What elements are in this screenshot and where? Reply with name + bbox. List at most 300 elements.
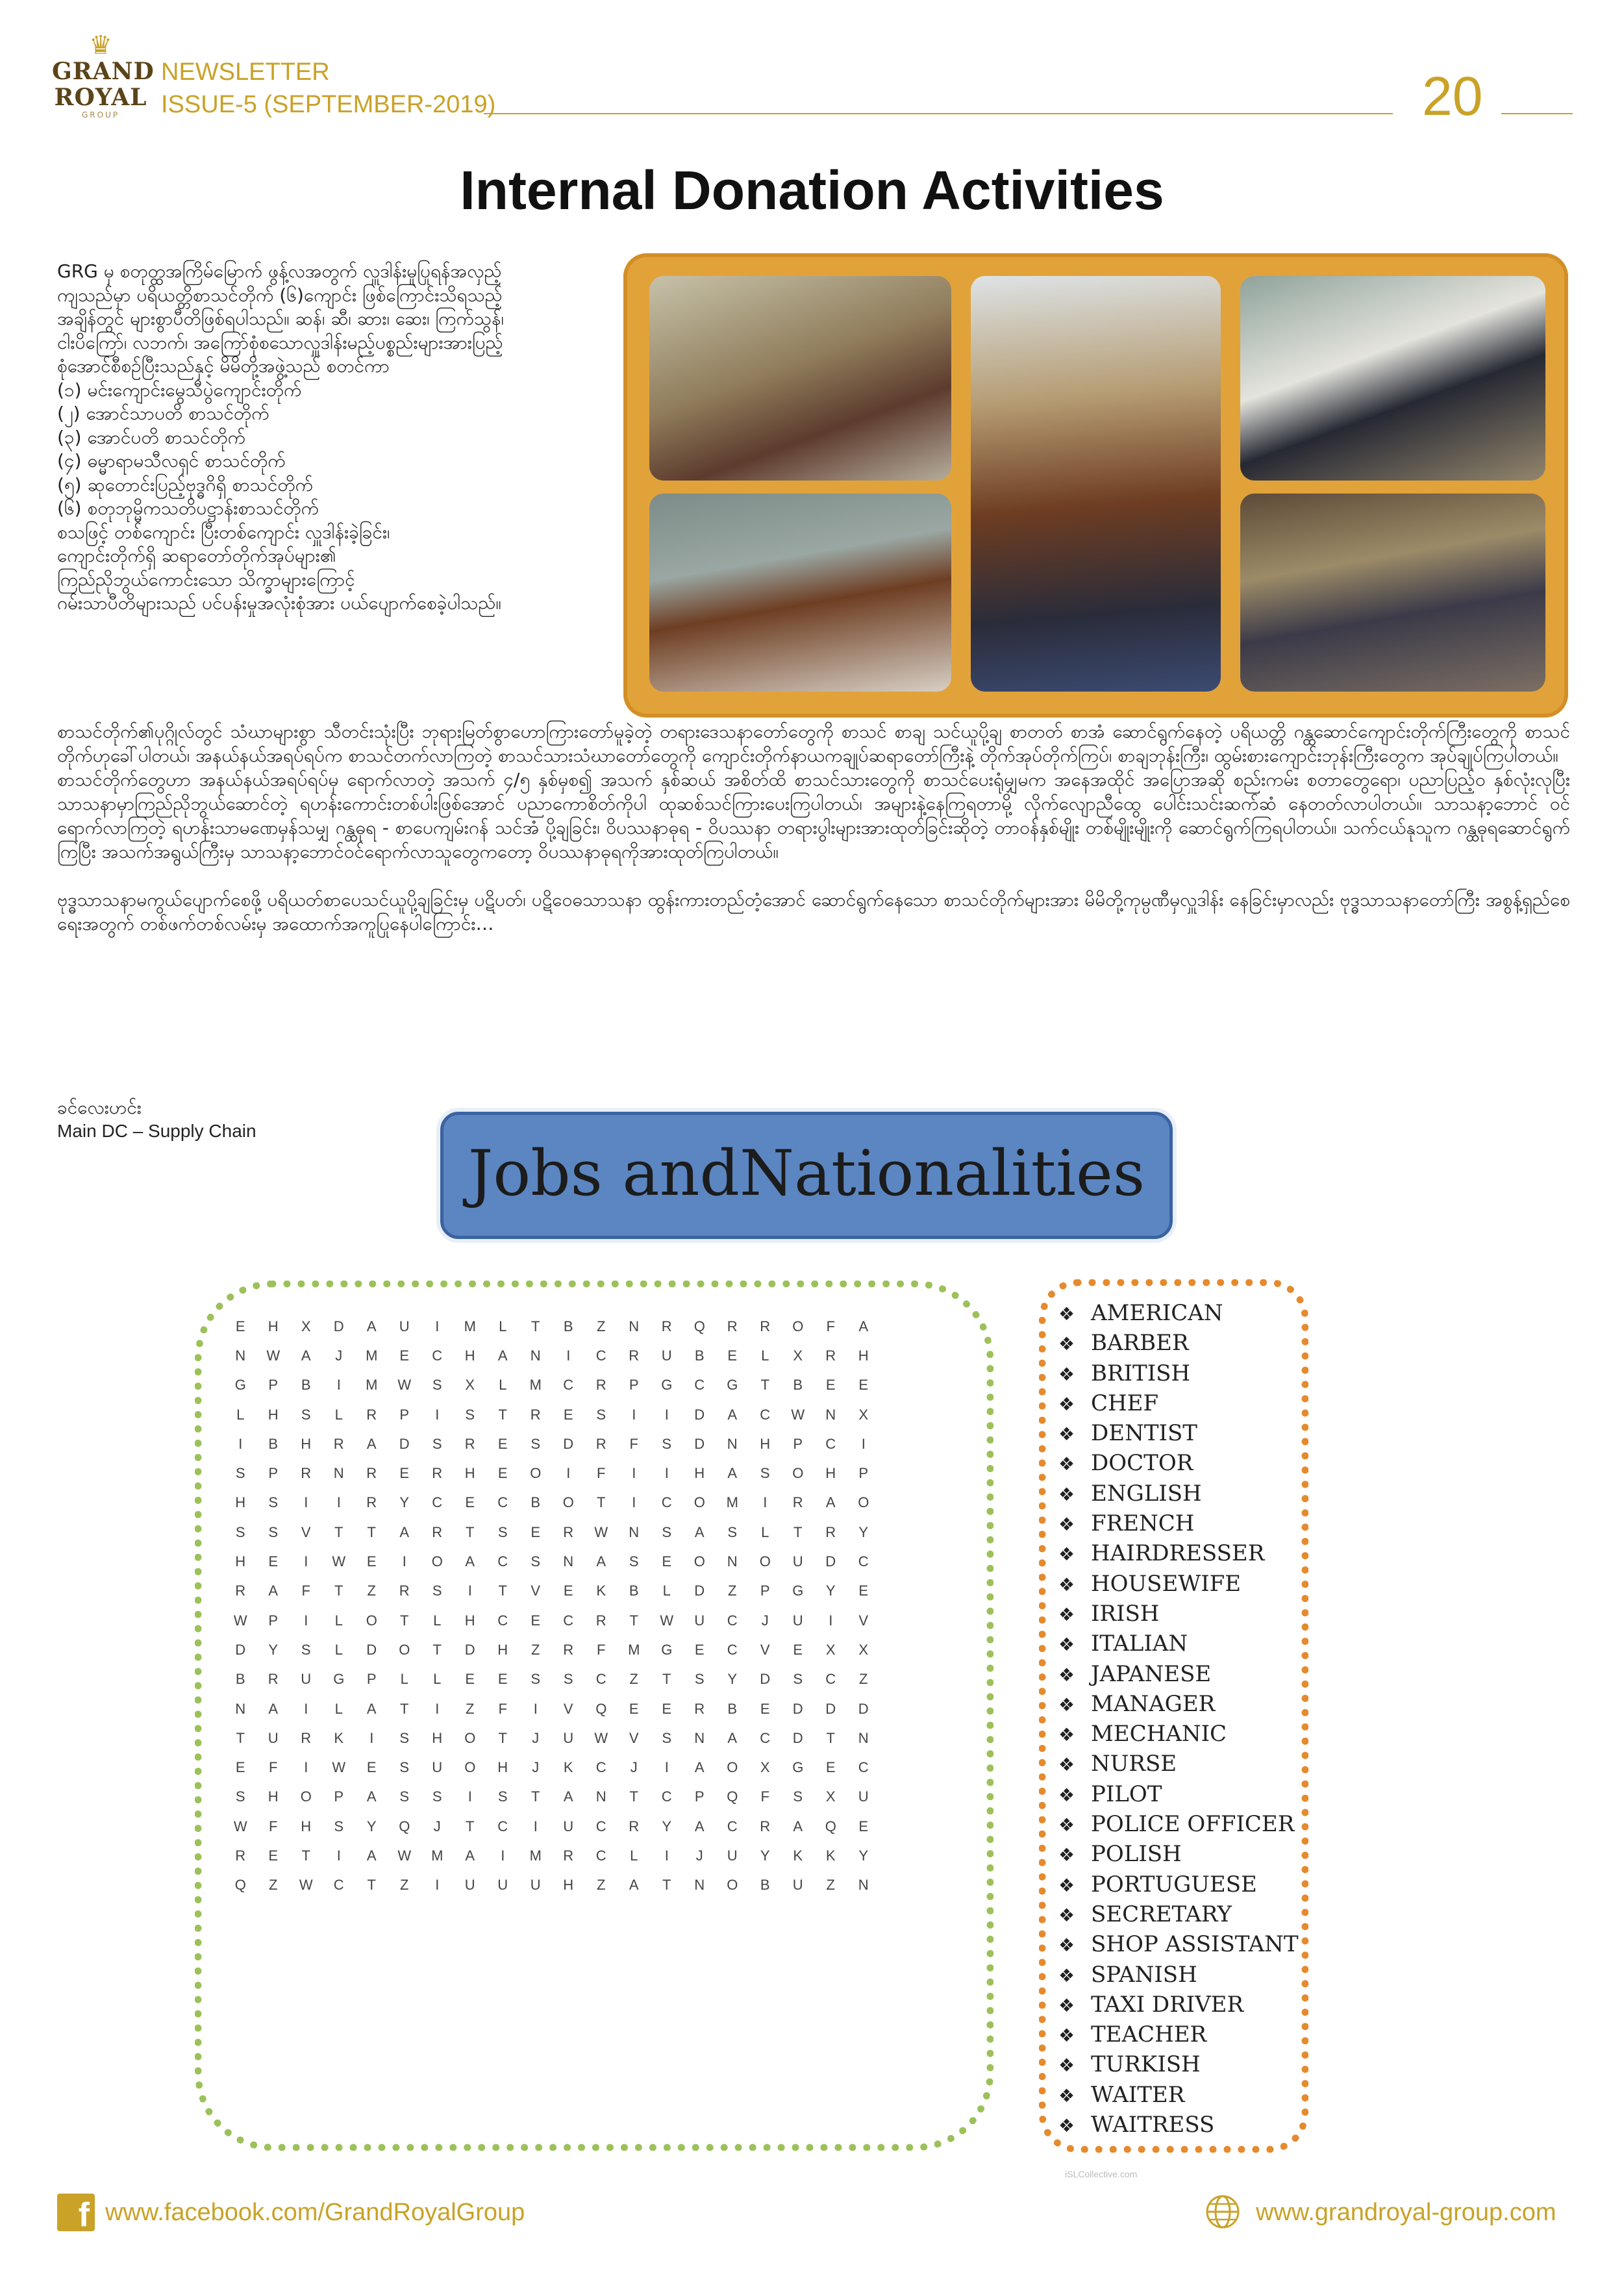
grid-letter[interactable]: Z bbox=[597, 1877, 606, 1894]
grid-letter[interactable]: N bbox=[333, 1465, 344, 1482]
grid-letter[interactable]: P bbox=[268, 1377, 279, 1394]
grid-letter[interactable]: S bbox=[235, 1788, 245, 1805]
grid-letter[interactable]: L bbox=[334, 1700, 343, 1717]
grid-letter[interactable]: E bbox=[366, 1553, 377, 1570]
grid-letter[interactable]: C bbox=[760, 1729, 771, 1746]
grid-letter[interactable]: H bbox=[694, 1465, 705, 1482]
grid-letter[interactable]: S bbox=[432, 1377, 442, 1394]
grid-letter[interactable]: D bbox=[825, 1700, 836, 1717]
grid-letter[interactable]: T bbox=[760, 1377, 769, 1394]
grid-letter[interactable]: B bbox=[760, 1877, 770, 1894]
grid-letter[interactable]: O bbox=[693, 1494, 705, 1511]
grid-letter[interactable]: I bbox=[369, 1729, 374, 1746]
grid-letter[interactable]: J bbox=[532, 1759, 540, 1776]
grid-letter[interactable]: X bbox=[760, 1759, 770, 1776]
grid-letter[interactable]: X bbox=[858, 1641, 869, 1658]
grid-letter[interactable]: E bbox=[465, 1494, 475, 1511]
grid-letter[interactable]: I bbox=[435, 1406, 440, 1423]
grid-letter[interactable]: S bbox=[432, 1583, 442, 1599]
grid-letter[interactable]: S bbox=[727, 1523, 738, 1540]
grid-letter[interactable]: A bbox=[268, 1583, 279, 1599]
grid-letter[interactable]: U bbox=[399, 1318, 410, 1334]
grid-letter[interactable]: E bbox=[268, 1847, 279, 1864]
grid-letter[interactable]: K bbox=[596, 1583, 606, 1599]
grid-letter[interactable]: S bbox=[301, 1641, 311, 1658]
grid-letter[interactable]: E bbox=[858, 1583, 869, 1599]
grid-letter[interactable]: U bbox=[563, 1818, 574, 1834]
grid-letter[interactable]: S bbox=[301, 1406, 311, 1423]
grid-letter[interactable]: V bbox=[760, 1641, 770, 1658]
grid-letter[interactable]: J bbox=[695, 1847, 703, 1864]
grid-letter[interactable]: Q bbox=[234, 1877, 246, 1894]
grid-letter[interactable]: L bbox=[334, 1641, 343, 1658]
grid-letter[interactable]: V bbox=[629, 1729, 639, 1746]
grid-letter[interactable]: P bbox=[858, 1465, 869, 1482]
grid-letter[interactable]: O bbox=[431, 1553, 443, 1570]
grid-letter[interactable]: A bbox=[727, 1406, 738, 1423]
grid-letter[interactable]: H bbox=[563, 1877, 574, 1894]
grid-letter[interactable]: F bbox=[301, 1583, 310, 1599]
grid-letter[interactable]: R bbox=[432, 1465, 443, 1482]
grid-letter[interactable]: E bbox=[825, 1759, 836, 1776]
grid-letter[interactable]: E bbox=[235, 1318, 245, 1334]
grid-letter[interactable]: E bbox=[235, 1759, 245, 1776]
grid-letter[interactable]: A bbox=[694, 1523, 705, 1540]
grid-letter[interactable]: Z bbox=[367, 1583, 376, 1599]
grid-letter[interactable]: D bbox=[694, 1583, 705, 1599]
grid-letter[interactable]: P bbox=[268, 1612, 279, 1629]
website-link[interactable]: www.grandroyal-group.com bbox=[1256, 2199, 1556, 2226]
grid-letter[interactable]: D bbox=[760, 1671, 771, 1688]
grid-letter[interactable]: R bbox=[399, 1583, 410, 1599]
grid-letter[interactable]: L bbox=[433, 1671, 442, 1688]
grid-letter[interactable]: S bbox=[399, 1729, 410, 1746]
grid-letter[interactable]: Z bbox=[859, 1671, 868, 1688]
grid-letter[interactable]: S bbox=[235, 1523, 245, 1540]
grid-letter[interactable]: O bbox=[464, 1759, 476, 1776]
grid-letter[interactable]: L bbox=[761, 1523, 769, 1540]
grid-letter[interactable]: E bbox=[366, 1759, 377, 1776]
grid-letter[interactable]: T bbox=[498, 1729, 507, 1746]
grid-letter[interactable]: H bbox=[268, 1318, 279, 1334]
grid-letter[interactable]: H bbox=[760, 1435, 771, 1452]
grid-letter[interactable]: R bbox=[235, 1847, 246, 1864]
grid-letter[interactable]: I bbox=[632, 1406, 636, 1423]
grid-letter[interactable]: L bbox=[499, 1318, 507, 1334]
grid-letter[interactable]: O bbox=[366, 1612, 377, 1629]
grid-letter[interactable]: D bbox=[563, 1435, 574, 1452]
grid-letter[interactable]: A bbox=[366, 1435, 377, 1452]
grid-letter[interactable]: R bbox=[530, 1406, 541, 1423]
grid-letter[interactable]: O bbox=[792, 1465, 804, 1482]
grid-letter[interactable]: J bbox=[335, 1347, 343, 1364]
grid-letter[interactable]: L bbox=[499, 1377, 507, 1394]
grid-letter[interactable]: W bbox=[332, 1759, 346, 1776]
grid-letter[interactable]: R bbox=[694, 1700, 705, 1717]
grid-letter[interactable]: O bbox=[858, 1494, 869, 1511]
grid-letter[interactable]: K bbox=[825, 1847, 836, 1864]
grid-letter[interactable]: F bbox=[269, 1818, 278, 1834]
grid-letter[interactable]: K bbox=[793, 1847, 803, 1864]
grid-letter[interactable]: R bbox=[629, 1347, 640, 1364]
grid-letter[interactable]: V bbox=[858, 1612, 869, 1629]
grid-letter[interactable]: P bbox=[793, 1435, 803, 1452]
grid-letter[interactable]: R bbox=[825, 1347, 836, 1364]
grid-letter[interactable]: T bbox=[432, 1641, 442, 1658]
grid-letter[interactable]: C bbox=[760, 1406, 771, 1423]
grid-letter[interactable]: R bbox=[792, 1494, 803, 1511]
grid-letter[interactable]: R bbox=[301, 1465, 312, 1482]
grid-letter[interactable]: T bbox=[662, 1671, 671, 1688]
grid-letter[interactable]: E bbox=[399, 1347, 410, 1364]
grid-letter[interactable]: A bbox=[727, 1729, 738, 1746]
grid-letter[interactable]: Y bbox=[858, 1523, 869, 1540]
grid-letter[interactable]: I bbox=[468, 1583, 472, 1599]
grid-letter[interactable]: F bbox=[826, 1318, 835, 1334]
grid-letter[interactable]: T bbox=[301, 1847, 310, 1864]
grid-letter[interactable]: L bbox=[630, 1847, 638, 1864]
grid-letter[interactable]: L bbox=[662, 1583, 671, 1599]
grid-letter[interactable]: G bbox=[234, 1377, 246, 1394]
grid-letter[interactable]: H bbox=[268, 1788, 279, 1805]
grid-letter[interactable]: L bbox=[761, 1347, 769, 1364]
grid-letter[interactable]: T bbox=[498, 1583, 507, 1599]
grid-letter[interactable]: W bbox=[397, 1377, 412, 1394]
grid-letter[interactable]: I bbox=[664, 1847, 669, 1864]
grid-letter[interactable]: M bbox=[628, 1641, 640, 1658]
grid-letter[interactable]: C bbox=[563, 1377, 574, 1394]
grid-letter[interactable]: I bbox=[632, 1465, 636, 1482]
grid-letter[interactable]: X bbox=[858, 1406, 869, 1423]
grid-letter[interactable]: Z bbox=[629, 1671, 638, 1688]
grid-letter[interactable]: D bbox=[464, 1641, 475, 1658]
grid-letter[interactable]: D bbox=[858, 1700, 869, 1717]
grid-letter[interactable]: U bbox=[497, 1877, 508, 1894]
grid-letter[interactable]: P bbox=[629, 1377, 639, 1394]
grid-letter[interactable]: A bbox=[366, 1788, 377, 1805]
grid-letter[interactable]: T bbox=[400, 1612, 409, 1629]
grid-letter[interactable]: K bbox=[334, 1729, 344, 1746]
grid-letter[interactable]: M bbox=[431, 1847, 443, 1864]
grid-letter[interactable]: Z bbox=[531, 1641, 540, 1658]
grid-letter[interactable]: Z bbox=[269, 1877, 278, 1894]
grid-letter[interactable]: R bbox=[432, 1523, 443, 1540]
grid-letter[interactable]: P bbox=[268, 1465, 279, 1482]
grid-letter[interactable]: C bbox=[595, 1671, 606, 1688]
grid-letter[interactable]: S bbox=[531, 1435, 541, 1452]
grid-letter[interactable]: B bbox=[531, 1494, 541, 1511]
grid-letter[interactable]: U bbox=[792, 1553, 803, 1570]
grid-letter[interactable]: U bbox=[792, 1612, 803, 1629]
grid-letter[interactable]: R bbox=[235, 1583, 246, 1599]
grid-letter[interactable]: O bbox=[562, 1494, 574, 1511]
grid-letter[interactable]: A bbox=[694, 1759, 705, 1776]
grid-letter[interactable]: N bbox=[595, 1788, 606, 1805]
grid-letter[interactable]: C bbox=[727, 1612, 738, 1629]
grid-letter[interactable]: T bbox=[531, 1318, 540, 1334]
grid-letter[interactable]: E bbox=[662, 1553, 672, 1570]
grid-letter[interactable]: T bbox=[367, 1877, 376, 1894]
grid-letter[interactable]: T bbox=[793, 1523, 803, 1540]
grid-letter[interactable]: T bbox=[629, 1788, 638, 1805]
grid-letter[interactable]: C bbox=[858, 1553, 869, 1570]
grid-letter[interactable]: A bbox=[366, 1847, 377, 1864]
grid-letter[interactable]: H bbox=[464, 1612, 475, 1629]
grid-letter[interactable]: C bbox=[497, 1818, 508, 1834]
grid-letter[interactable]: N bbox=[694, 1877, 705, 1894]
grid-letter[interactable]: W bbox=[233, 1612, 247, 1629]
grid-letter[interactable]: F bbox=[597, 1641, 606, 1658]
grid-letter[interactable]: U bbox=[694, 1612, 705, 1629]
grid-letter[interactable]: D bbox=[333, 1318, 344, 1334]
grid-letter[interactable]: A bbox=[727, 1465, 738, 1482]
grid-letter[interactable]: I bbox=[336, 1377, 341, 1394]
grid-letter[interactable]: L bbox=[334, 1612, 343, 1629]
grid-letter[interactable]: J bbox=[630, 1759, 638, 1776]
grid-letter[interactable]: R bbox=[563, 1641, 574, 1658]
grid-letter[interactable]: S bbox=[563, 1671, 573, 1688]
grid-letter[interactable]: F bbox=[597, 1465, 606, 1482]
grid-letter[interactable]: B bbox=[268, 1435, 279, 1452]
grid-letter[interactable]: O bbox=[530, 1465, 542, 1482]
grid-letter[interactable]: H bbox=[464, 1465, 475, 1482]
grid-letter[interactable]: C bbox=[825, 1671, 836, 1688]
grid-letter[interactable]: N bbox=[694, 1729, 705, 1746]
grid-letter[interactable]: A bbox=[629, 1877, 639, 1894]
grid-letter[interactable]: X bbox=[301, 1318, 311, 1334]
grid-letter[interactable]: A bbox=[366, 1700, 377, 1717]
grid-letter[interactable]: B bbox=[793, 1377, 803, 1394]
grid-letter[interactable]: S bbox=[662, 1729, 672, 1746]
grid-letter[interactable]: P bbox=[366, 1671, 377, 1688]
grid-letter[interactable]: S bbox=[268, 1523, 279, 1540]
grid-letter[interactable]: I bbox=[468, 1788, 472, 1805]
grid-letter[interactable]: C bbox=[333, 1877, 344, 1894]
grid-letter[interactable]: O bbox=[792, 1318, 804, 1334]
grid-letter[interactable]: Z bbox=[400, 1877, 409, 1894]
grid-letter[interactable]: S bbox=[662, 1523, 672, 1540]
grid-letter[interactable]: Z bbox=[826, 1877, 835, 1894]
grid-letter[interactable]: H bbox=[497, 1759, 508, 1776]
grid-letter[interactable]: T bbox=[466, 1818, 475, 1834]
grid-letter[interactable]: I bbox=[336, 1494, 341, 1511]
grid-letter[interactable]: N bbox=[858, 1877, 869, 1894]
grid-letter[interactable]: N bbox=[563, 1553, 574, 1570]
grid-letter[interactable]: C bbox=[727, 1818, 738, 1834]
grid-letter[interactable]: I bbox=[763, 1494, 768, 1511]
grid-letter[interactable]: D bbox=[825, 1553, 836, 1570]
grid-letter[interactable]: X bbox=[465, 1377, 475, 1394]
grid-letter[interactable]: S bbox=[432, 1435, 442, 1452]
grid-letter[interactable]: E bbox=[268, 1553, 279, 1570]
grid-letter[interactable]: E bbox=[662, 1700, 672, 1717]
grid-letter[interactable]: B bbox=[301, 1377, 311, 1394]
grid-letter[interactable]: I bbox=[435, 1877, 440, 1894]
grid-letter[interactable]: R bbox=[333, 1435, 344, 1452]
grid-letter[interactable]: Y bbox=[760, 1847, 770, 1864]
grid-letter[interactable]: A bbox=[858, 1318, 869, 1334]
grid-letter[interactable]: E bbox=[793, 1641, 803, 1658]
grid-letter[interactable]: I bbox=[566, 1465, 571, 1482]
grid-letter[interactable]: Y bbox=[399, 1494, 410, 1511]
grid-letter[interactable]: Z bbox=[597, 1318, 606, 1334]
grid-letter[interactable]: T bbox=[826, 1729, 835, 1746]
grid-letter[interactable]: S bbox=[793, 1671, 803, 1688]
grid-letter[interactable]: H bbox=[301, 1818, 312, 1834]
grid-letter[interactable]: B bbox=[563, 1318, 573, 1334]
grid-letter[interactable]: B bbox=[727, 1700, 738, 1717]
grid-letter[interactable]: S bbox=[497, 1788, 508, 1805]
grid-letter[interactable]: A bbox=[268, 1700, 279, 1717]
grid-letter[interactable]: M bbox=[529, 1377, 542, 1394]
grid-letter[interactable]: T bbox=[662, 1877, 671, 1894]
grid-letter[interactable]: R bbox=[727, 1318, 738, 1334]
grid-letter[interactable]: W bbox=[233, 1818, 247, 1834]
grid-letter[interactable]: E bbox=[399, 1465, 410, 1482]
grid-letter[interactable]: J bbox=[532, 1729, 540, 1746]
grid-letter[interactable]: W bbox=[660, 1612, 674, 1629]
grid-letter[interactable]: I bbox=[304, 1759, 308, 1776]
grid-letter[interactable]: D bbox=[399, 1435, 410, 1452]
grid-letter[interactable]: U bbox=[727, 1847, 738, 1864]
grid-letter[interactable]: N bbox=[235, 1700, 246, 1717]
grid-letter[interactable]: N bbox=[629, 1318, 640, 1334]
grid-letter[interactable]: M bbox=[529, 1847, 542, 1864]
grid-letter[interactable]: I bbox=[304, 1612, 308, 1629]
grid-letter[interactable]: R bbox=[825, 1523, 836, 1540]
grid-letter[interactable]: E bbox=[531, 1523, 541, 1540]
grid-letter[interactable]: W bbox=[332, 1553, 346, 1570]
grid-letter[interactable]: A bbox=[366, 1318, 377, 1334]
grid-letter[interactable]: U bbox=[268, 1729, 279, 1746]
grid-letter[interactable]: N bbox=[530, 1347, 541, 1364]
grid-letter[interactable]: J bbox=[433, 1818, 441, 1834]
grid-letter[interactable]: Y bbox=[366, 1818, 377, 1834]
grid-letter[interactable]: T bbox=[597, 1494, 606, 1511]
grid-letter[interactable]: G bbox=[661, 1641, 673, 1658]
grid-letter[interactable]: B bbox=[235, 1671, 245, 1688]
grid-letter[interactable]: N bbox=[858, 1729, 869, 1746]
grid-letter[interactable]: X bbox=[825, 1641, 836, 1658]
grid-letter[interactable]: N bbox=[727, 1435, 738, 1452]
grid-letter[interactable]: O bbox=[727, 1759, 738, 1776]
grid-letter[interactable]: Y bbox=[727, 1671, 738, 1688]
grid-letter[interactable]: S bbox=[399, 1759, 410, 1776]
grid-letter[interactable]: M bbox=[464, 1318, 476, 1334]
grid-letter[interactable]: R bbox=[629, 1818, 640, 1834]
grid-letter[interactable]: C bbox=[595, 1347, 606, 1364]
grid-letter[interactable]: P bbox=[760, 1583, 770, 1599]
grid-letter[interactable]: N bbox=[235, 1347, 246, 1364]
grid-letter[interactable]: E bbox=[497, 1435, 508, 1452]
grid-letter[interactable]: C bbox=[694, 1377, 705, 1394]
grid-letter[interactable]: T bbox=[466, 1523, 475, 1540]
grid-letter[interactable]: I bbox=[664, 1465, 669, 1482]
grid-letter[interactable]: V bbox=[563, 1700, 573, 1717]
grid-letter[interactable]: C bbox=[661, 1788, 672, 1805]
grid-letter[interactable]: N bbox=[727, 1553, 738, 1570]
grid-letter[interactable]: M bbox=[366, 1347, 378, 1364]
grid-letter[interactable]: U bbox=[464, 1877, 475, 1894]
grid-letter[interactable]: I bbox=[533, 1700, 538, 1717]
grid-letter[interactable]: U bbox=[563, 1729, 574, 1746]
grid-letter[interactable]: I bbox=[664, 1759, 669, 1776]
grid-letter[interactable]: D bbox=[366, 1641, 377, 1658]
grid-letter[interactable]: H bbox=[235, 1553, 246, 1570]
grid-letter[interactable]: G bbox=[661, 1377, 673, 1394]
grid-letter[interactable]: P bbox=[334, 1788, 344, 1805]
grid-letter[interactable]: U bbox=[858, 1788, 869, 1805]
grid-letter[interactable]: Q bbox=[595, 1700, 607, 1717]
grid-letter[interactable]: T bbox=[498, 1406, 507, 1423]
grid-letter[interactable]: D bbox=[694, 1406, 705, 1423]
grid-letter[interactable]: R bbox=[301, 1729, 312, 1746]
grid-letter[interactable]: L bbox=[236, 1406, 245, 1423]
grid-letter[interactable]: R bbox=[563, 1523, 574, 1540]
grid-letter[interactable]: E bbox=[858, 1377, 869, 1394]
grid-letter[interactable]: I bbox=[435, 1700, 440, 1717]
grid-letter[interactable]: C bbox=[497, 1494, 508, 1511]
grid-letter[interactable]: L bbox=[334, 1406, 343, 1423]
grid-letter[interactable]: U bbox=[530, 1877, 541, 1894]
grid-letter[interactable]: O bbox=[464, 1729, 476, 1746]
grid-letter[interactable]: U bbox=[661, 1347, 672, 1364]
grid-letter[interactable]: T bbox=[334, 1523, 344, 1540]
grid-letter[interactable]: S bbox=[694, 1671, 705, 1688]
grid-letter[interactable]: A bbox=[465, 1847, 475, 1864]
grid-letter[interactable]: R bbox=[595, 1435, 606, 1452]
grid-letter[interactable]: A bbox=[825, 1494, 836, 1511]
grid-letter[interactable]: C bbox=[595, 1759, 606, 1776]
grid-letter[interactable]: B bbox=[629, 1583, 639, 1599]
grid-letter[interactable]: H bbox=[432, 1729, 443, 1746]
grid-letter[interactable]: V bbox=[301, 1523, 311, 1540]
grid-letter[interactable]: S bbox=[268, 1494, 279, 1511]
grid-letter[interactable]: P bbox=[694, 1788, 705, 1805]
grid-letter[interactable]: L bbox=[400, 1671, 408, 1688]
grid-letter[interactable]: R bbox=[760, 1818, 771, 1834]
grid-letter[interactable]: C bbox=[497, 1612, 508, 1629]
grid-letter[interactable]: T bbox=[236, 1729, 245, 1746]
grid-letter[interactable]: X bbox=[825, 1788, 836, 1805]
grid-letter[interactable]: D bbox=[792, 1700, 803, 1717]
grid-letter[interactable]: A bbox=[694, 1818, 705, 1834]
grid-letter[interactable]: N bbox=[825, 1406, 836, 1423]
grid-letter[interactable]: C bbox=[825, 1435, 836, 1452]
grid-letter[interactable]: H bbox=[497, 1641, 508, 1658]
grid-letter[interactable]: R bbox=[595, 1377, 606, 1394]
grid-letter[interactable]: S bbox=[432, 1788, 442, 1805]
grid-letter[interactable]: R bbox=[760, 1318, 771, 1334]
grid-letter[interactable]: R bbox=[595, 1612, 606, 1629]
grid-letter[interactable]: A bbox=[497, 1347, 508, 1364]
grid-letter[interactable]: F bbox=[269, 1759, 278, 1776]
grid-letter[interactable]: X bbox=[793, 1347, 803, 1364]
grid-letter[interactable]: S bbox=[465, 1406, 475, 1423]
grid-letter[interactable]: V bbox=[531, 1583, 541, 1599]
grid-letter[interactable]: F bbox=[498, 1700, 507, 1717]
grid-letter[interactable]: A bbox=[596, 1553, 606, 1570]
grid-letter[interactable]: E bbox=[694, 1641, 705, 1658]
grid-letter[interactable]: Z bbox=[728, 1583, 737, 1599]
grid-letter[interactable]: O bbox=[300, 1788, 312, 1805]
grid-letter[interactable]: E bbox=[858, 1818, 869, 1834]
grid-letter[interactable]: L bbox=[433, 1612, 442, 1629]
grid-letter[interactable]: U bbox=[432, 1759, 443, 1776]
grid-letter[interactable]: Y bbox=[825, 1583, 836, 1599]
grid-letter[interactable]: I bbox=[238, 1435, 243, 1452]
grid-letter[interactable]: D bbox=[792, 1729, 803, 1746]
